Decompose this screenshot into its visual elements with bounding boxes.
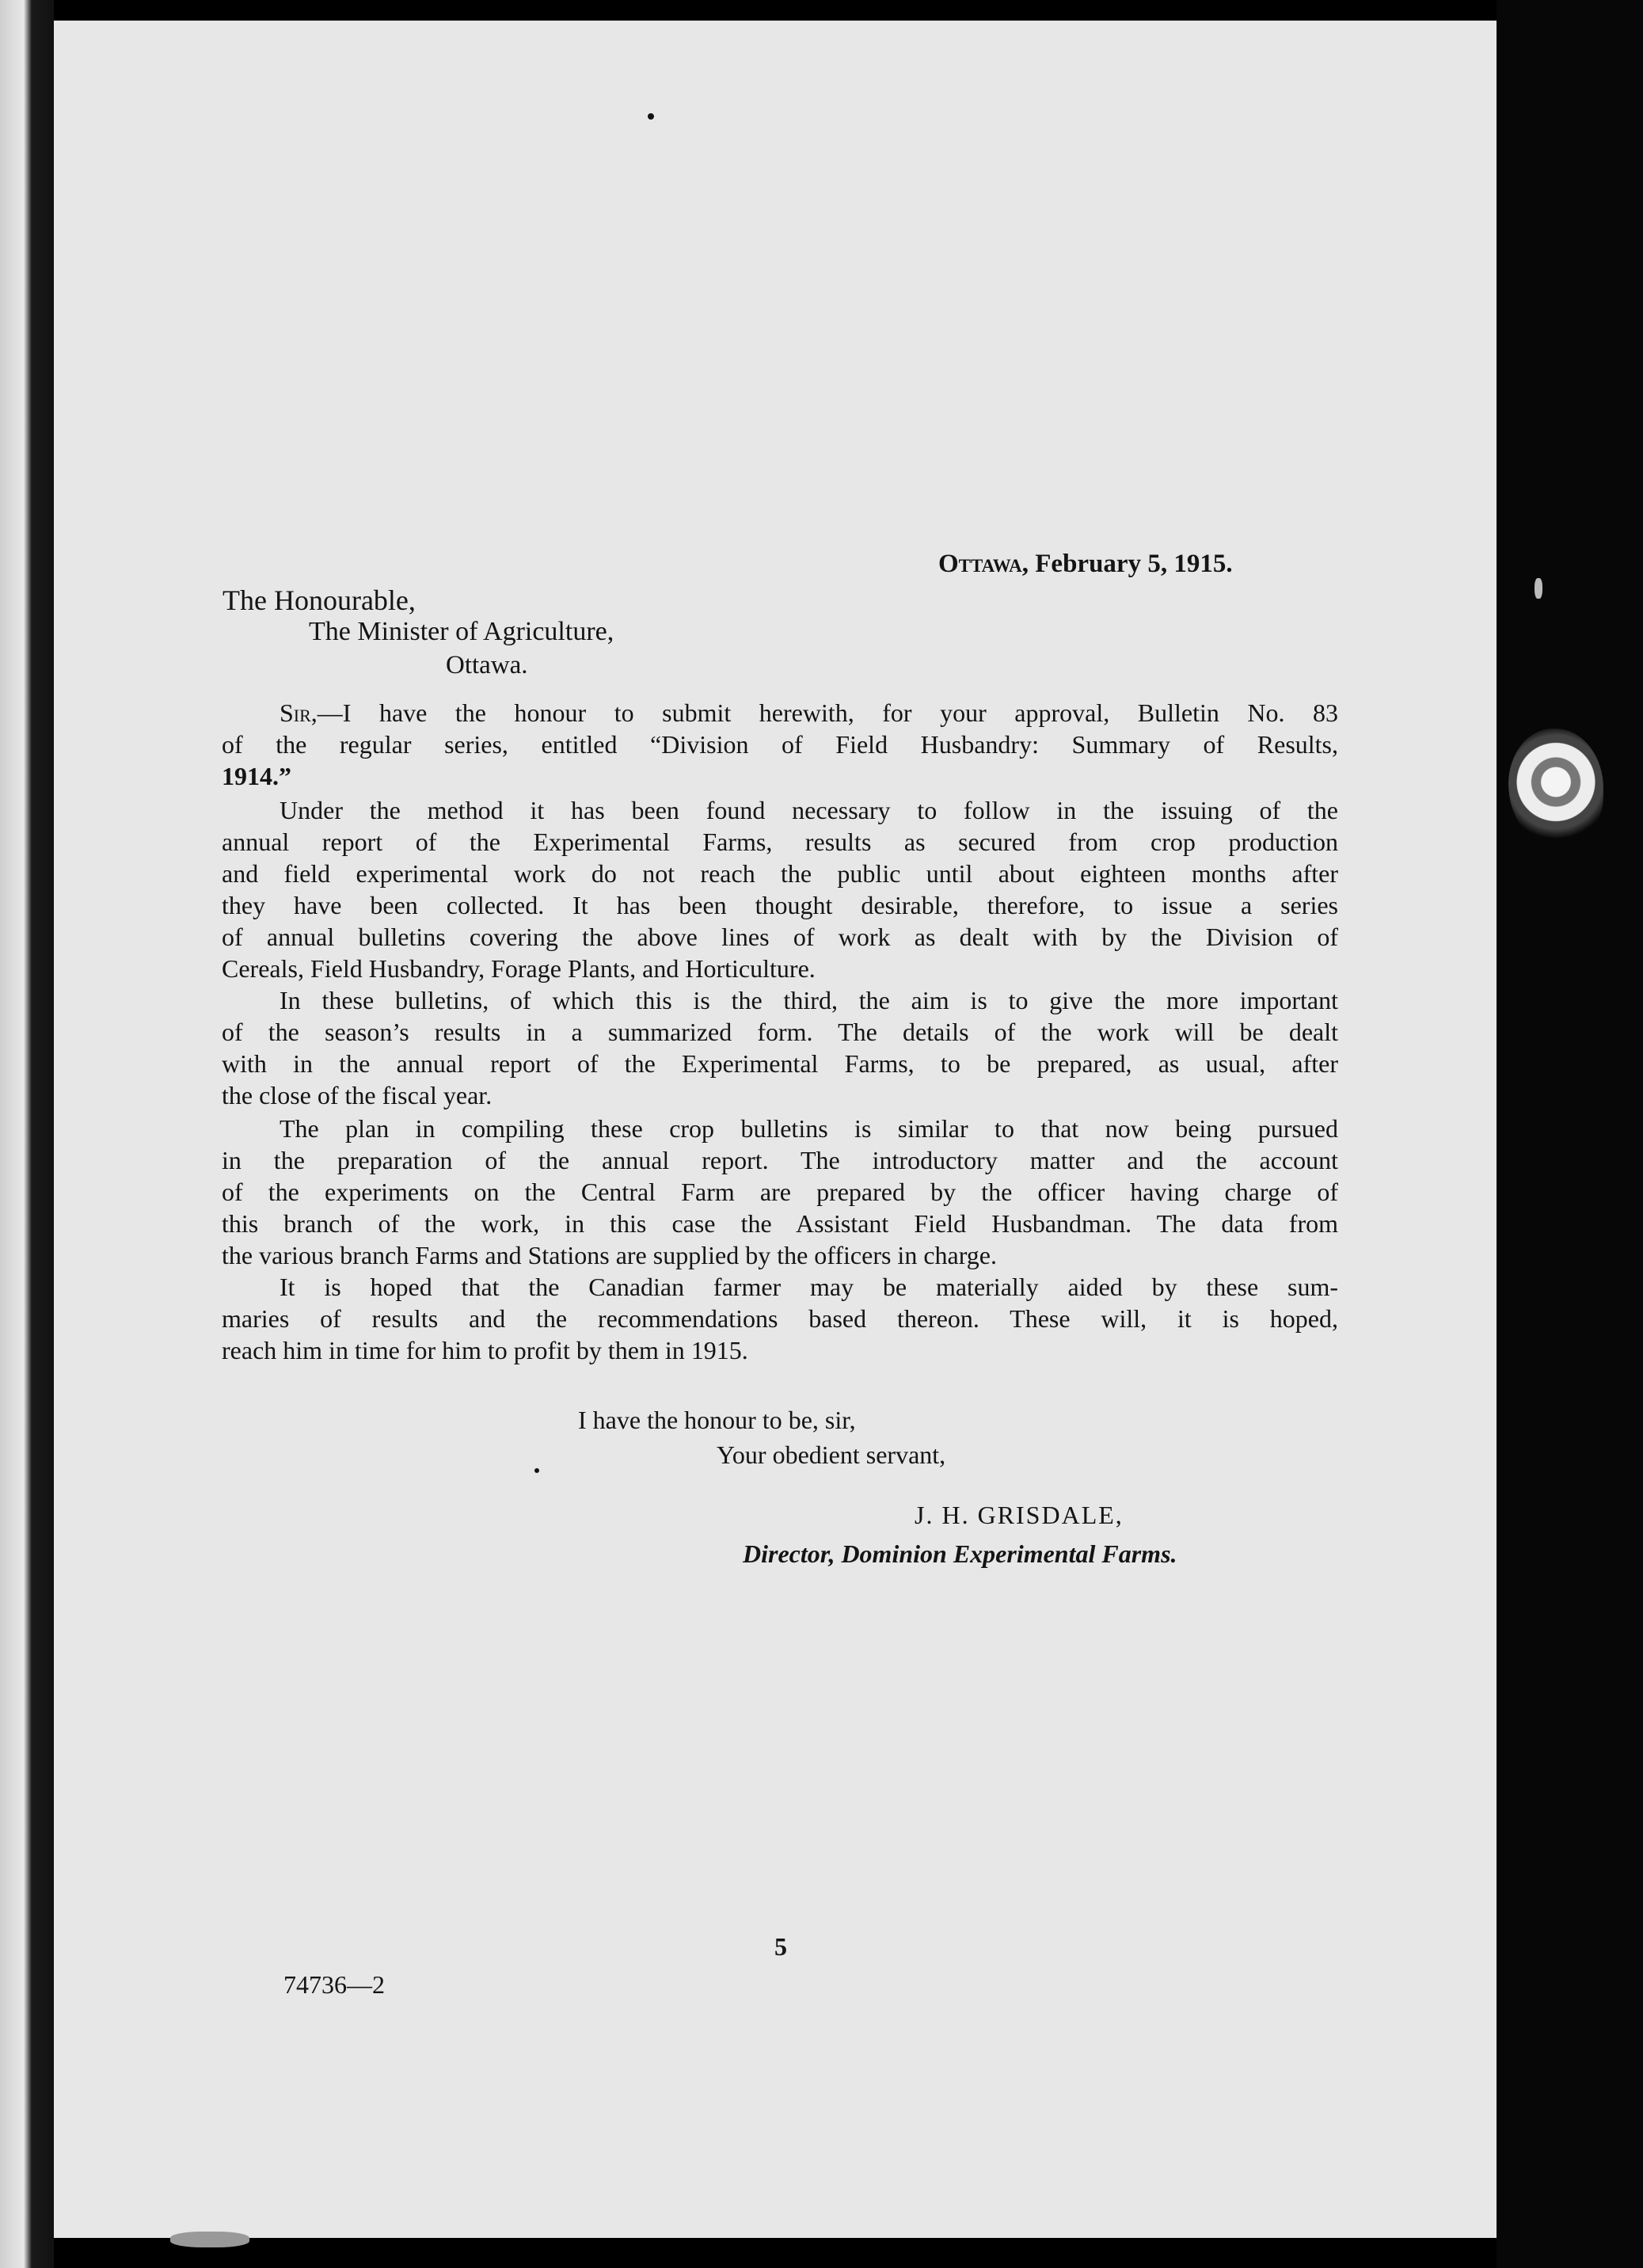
paragraph-2-line-6: Cereals, Field Husbandry, Forage Plants, and Horticulture. bbox=[222, 954, 816, 983]
address-line-2: The Minister of Agriculture, bbox=[309, 617, 614, 646]
ink-speck bbox=[170, 2232, 249, 2247]
paragraph-3-line-1: In these bulletins, of which this is the third, the aim is to give the more important bbox=[280, 986, 1338, 1014]
signature-name: J. H. GRISDALE, bbox=[915, 1501, 1124, 1529]
signature-title: Director, Dominion Experimental Farms. bbox=[743, 1539, 1177, 1568]
ink-speck bbox=[648, 113, 654, 120]
paragraph-2-line-2: annual report of the Experimental Farms, results as secured from crop production bbox=[222, 828, 1338, 856]
page-number: 5 bbox=[774, 1932, 787, 1961]
paragraph-2-line-1: Under the method it has been found necessary to follow in the issuing of the bbox=[280, 796, 1338, 824]
print-code: 74736—2 bbox=[283, 1970, 385, 1999]
left-page-edge bbox=[0, 0, 54, 2268]
dateline-place: Ottawa bbox=[938, 550, 1022, 578]
scan-background bbox=[1497, 0, 1643, 2268]
dateline bbox=[938, 548, 1366, 580]
paragraph-2-line-4: they have been collected. It has been thought desirable, therefore, to issue a series bbox=[222, 891, 1338, 919]
paragraph-4-line-1: The plan in compiling these crop bulletins is similar to that now being pursued bbox=[280, 1114, 1338, 1143]
paragraph-5-line-2: maries of results and the recommendations based thereon. These will, it is hoped, bbox=[222, 1304, 1338, 1333]
paragraph-5-line-3: reach him in time for him to profit by them in 1915. bbox=[222, 1336, 748, 1364]
paragraph-2-line-5: of annual bulletins covering the above lines of work as dealt with by the Division of bbox=[222, 923, 1338, 951]
dateline-date: , February 5, 1915. bbox=[1021, 550, 1233, 578]
paragraph-4-line-4: this branch of the work, in this case the Assistant Field Husbandman. The data from bbox=[222, 1209, 1338, 1238]
ink-speck bbox=[534, 1468, 539, 1473]
paragraph-5-line-1: It is hoped that the Canadian farmer may be materially aided by these sum- bbox=[280, 1273, 1338, 1301]
salutation: Sir, bbox=[280, 698, 318, 727]
address-line-3: Ottawa. bbox=[446, 651, 528, 679]
closing-line-2: Your obedient servant, bbox=[717, 1440, 946, 1469]
paragraph-4-line-5: the various branch Farms and Stations are supplied by the officers in charge. bbox=[222, 1241, 997, 1269]
paragraph-3-line-4: the close of the fiscal year. bbox=[222, 1081, 493, 1109]
paragraph-3-line-2: of the season’s results in a summarized form. The details of the work will be dealt bbox=[222, 1018, 1338, 1046]
paragraph-1-line-2: of the regular series, entitled “Division of Field Husbandry: Summary of Results, bbox=[222, 730, 1338, 759]
paragraph-4-line-3: of the experiments on the Central Farm are prepared by the officer having charge of bbox=[222, 1178, 1338, 1206]
paragraph-1-line-1-text: —I have the honour to submit herewith, for your approval, Bulletin No. 83 bbox=[317, 698, 1338, 727]
paragraph-2-line-3: and field experimental work do not reach the public until about eighteen months after bbox=[222, 859, 1338, 888]
address-line-1: The Honourable, bbox=[222, 584, 416, 616]
paragraph-3-line-3: with in the annual report of the Experimental Farms, to be prepared, as usual, after bbox=[222, 1049, 1338, 1078]
ink-speck bbox=[1535, 578, 1542, 599]
paragraph-1-line-3: 1914.” bbox=[222, 762, 291, 790]
paragraph-1-line-1 bbox=[280, 697, 1338, 729]
closing-line-1: I have the honour to be, sir, bbox=[578, 1406, 856, 1434]
paragraph-4-line-2: in the preparation of the annual report. The introductory matter and the account bbox=[222, 1146, 1338, 1174]
